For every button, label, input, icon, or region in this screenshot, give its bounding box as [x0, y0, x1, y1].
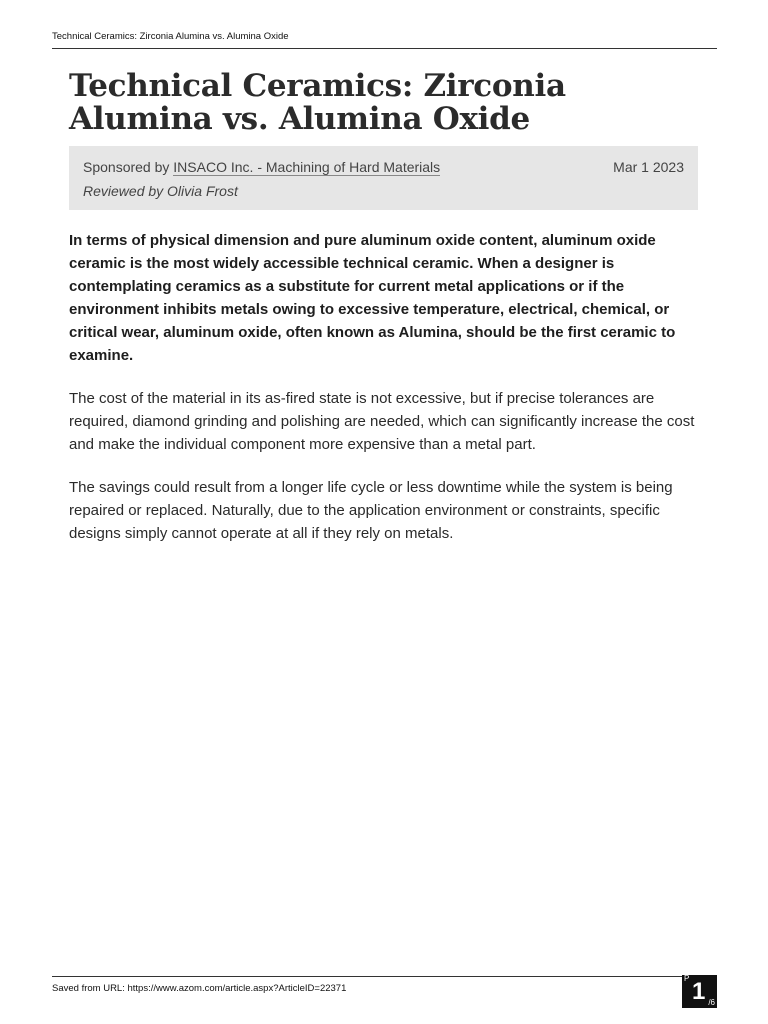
article-body — [69, 229, 701, 565]
article-title: Technical Ceramics: Zirconia Alumina vs. Alumina Oxide — [69, 68, 566, 137]
page-label: P — [684, 974, 690, 983]
reviewed-by: Reviewed by Olivia Frost — [83, 183, 238, 199]
footer-divider — [52, 976, 684, 977]
sponsor-link[interactable]: INSACO Inc. - Machining of Hard Materials — [173, 159, 441, 175]
lead-paragraph: In terms of physical dimension and pure aluminum oxide content, aluminum oxide ceramic is the most widely accessible technical ceramic. When a designer is contemplating ceramics as a substitute for current metal applications or if the environment inhibits metals owing to excessive temperature, electrical, chemical, or critical wear, aluminum oxide, often known as Alumina, should be the first ceramic to examine. — [69, 232, 676, 364]
publish-date: Mar 1 2023 — [613, 159, 684, 175]
article-meta-box — [69, 146, 698, 210]
page-number: 1 — [692, 978, 706, 1005]
header-divider — [52, 48, 717, 49]
sponsored-prefix: Sponsored by — [83, 159, 174, 175]
running-header: Technical Ceramics: Zirconia Alumina vs. Alumina Oxide — [52, 31, 289, 42]
saved-from-url: Saved from URL: https://www.azom.com/article.aspx?ArticleID=22371 — [52, 983, 347, 994]
body-paragraph: The cost of the material in its as-fired state is not excessive, but if precise tolerances are required, diamond grinding and polishing are needed, which can significantly increase the cost and make the individual component more expensive than a metal part. — [69, 390, 695, 453]
page-indicator — [682, 975, 717, 1008]
body-paragraph: The savings could result from a longer life cycle or less downtime while the system is being repaired or replaced. Naturally, due to the application environment or constraints, specific designs simply cannot operate at all if they rely on metals. — [69, 479, 673, 542]
page-total: /6 — [708, 998, 715, 1007]
sponsor-line — [83, 159, 440, 175]
